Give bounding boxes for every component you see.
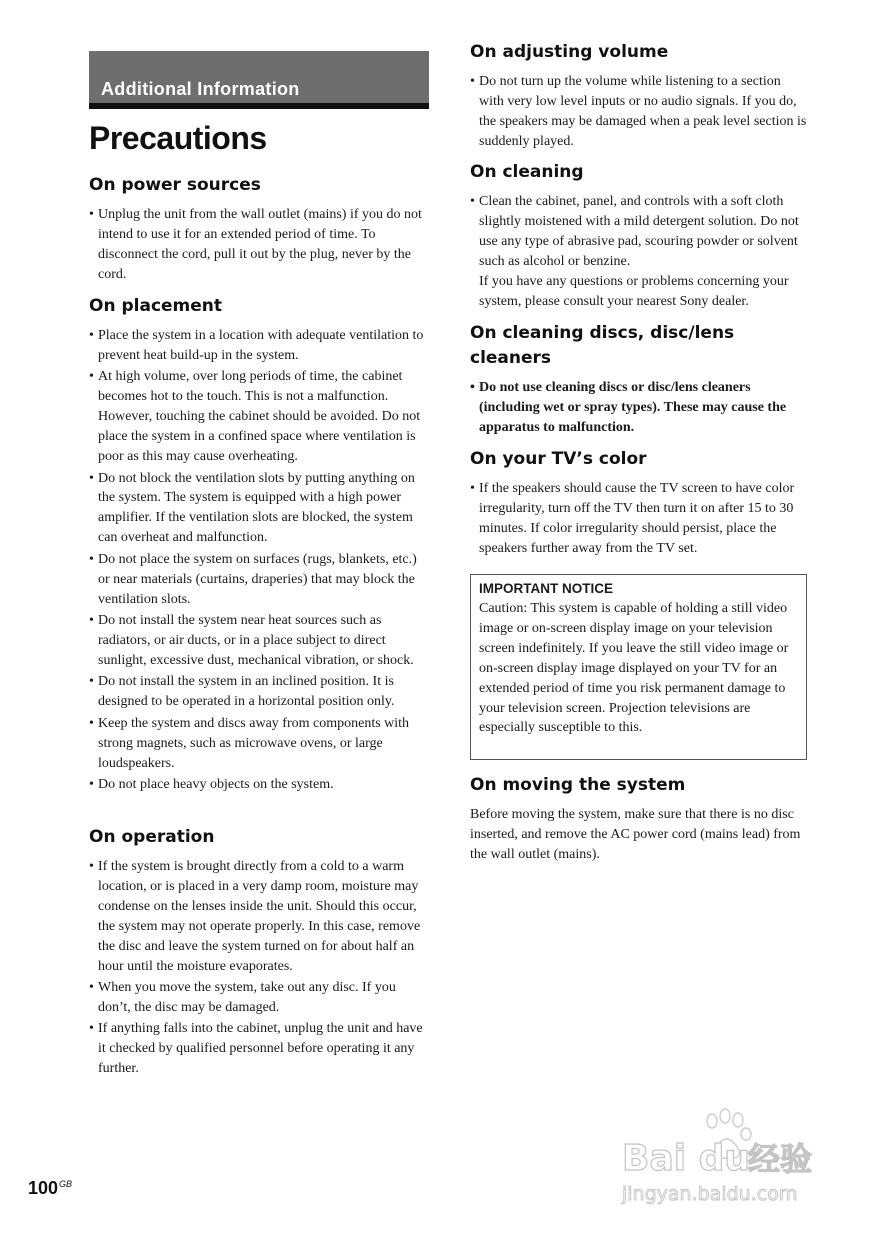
list-tv-color (470, 479, 808, 560)
list-item: • Do not turn up the volume while listening to a section with very low level inputs or no audio signals. If you do, the speakers may be damaged when a peak level section is suddenly played. (470, 72, 808, 152)
moving-system-text: Before moving the system, make sure that there is no disc inserted, and remove the AC power cord (mains lead) from the wall outlet (mains). (470, 807, 801, 862)
heading-power-sources: On power sources (89, 175, 261, 195)
list-item: • Place the system in a location with adequate ventilation to prevent heat build-up in the system. (89, 326, 429, 366)
list-item: • If the system is brought directly from a cold to a warm location, or is placed in a very damp room, moisture may condense on the lenses inside the unit. Should this occur, the system may not operate properly. In this case, remove the disc and leave the system turned on for about half an hour until the moisture evaporates. (89, 857, 429, 976)
list-item: • Do not block the ventilation slots by putting anything on the system. The system is equipped with a high power amplifier. If the ventilation slots are blocked, the system can overheat and malfunction. (89, 469, 429, 549)
section-label: Additional Information (101, 79, 300, 99)
heading-placement: On placement (89, 296, 223, 316)
list-item: • Unplug the unit from the wall outlet (mains) if you do not intend to use it for an extended period of time. To disconnect the cord, pull it out by the plug, never by the cord. (89, 205, 429, 285)
section-banner (89, 51, 429, 109)
list-item: • When you move the system, take out any disc. If you don’t, the disc may be damaged. (89, 978, 429, 1018)
notice-body: Caution: This system is capable of holding a still video image or on-screen display image on your television screen indefinitely. If you leave the still video image or on-screen display image displayed on your TV for an extended period of time you risk permanent damage to your television screen. Projection televisions are especially susceptible to this. (479, 601, 789, 736)
list-operation (89, 857, 429, 1081)
list-item: • If the speakers should cause the TV screen to have color irregularity, turn off the TV then turn it on after 15 to 30 minutes. If color irregularity should persist, place the speakers further away from the TV set. (470, 479, 808, 559)
important-notice-box (470, 574, 807, 760)
list-power-sources (89, 205, 429, 286)
list-item: • Do not place the system on surfaces (rugs, blankets, etc.) or near materials (curtains, draperies) that may block the ventilation slots. (89, 550, 429, 610)
watermark-brand: Bai du (622, 1138, 751, 1179)
page-title: Precautions (89, 120, 267, 156)
list-item: • Do not install the system in an inclined position. It is designed to be operated in a horizontal position only. (89, 672, 429, 712)
watermark-url: jingyan.baidu.com (622, 1183, 798, 1205)
list-item (470, 192, 810, 311)
list-cleaning (470, 192, 810, 313)
heading-operation: On operation (89, 827, 215, 847)
list-item: • Keep the system and discs away from components with strong magnets, such as microwave ovens, or large loudspeakers. (89, 714, 429, 774)
list-placement (89, 326, 429, 797)
cleaning-extra-text: If you have any questions or problems concerning your system, please consult your nearest Sony dealer. (479, 273, 789, 309)
list-item: • Do not use cleaning discs or disc/lens cleaners (including wet or spray types). These may cause the apparatus to malfunction. (470, 378, 808, 438)
heading-cleaning: On cleaning (470, 162, 584, 182)
list-item: • At high volume, over long periods of time, the cabinet becomes hot to the touch. This is not a malfunction. However, touching the cabinet should be avoided. Do not place the system in a confined space where ventilation is poor as this may cause overheating. (89, 367, 429, 467)
notice-title: IMPORTANT NOTICE (479, 581, 613, 596)
heading-moving-system: On moving the system (470, 775, 686, 795)
heading-cleaning-discs: On cleaning discs, disc/lens cleaners (470, 323, 735, 368)
heading-tv-color: On your TV’s color (470, 449, 647, 469)
page-number-value: 100 (28, 1178, 59, 1198)
cleaning-text: Clean the cabinet, panel, and controls with a soft cloth slightly moistened with a mild detergent solution. Do not use any type of abrasive pad, scouring powder or solvent such as alcohol or benzine. (479, 194, 799, 269)
heading-adjusting-volume: On adjusting volume (470, 42, 669, 62)
list-item: • If anything falls into the cabinet, unplug the unit and have it checked by qualified personnel before operating it any further. (89, 1019, 429, 1079)
list-adjusting-volume (470, 72, 808, 153)
page-number (28, 1178, 72, 1199)
list-item: • Do not place heavy objects on the system. (89, 775, 429, 795)
page-number-suffix: GB (59, 1179, 73, 1189)
list-cleaning-discs (470, 378, 808, 439)
list-item: • Do not install the system near heat sources such as radiators, or air ducts, or in a place subject to direct sunlight, excessive dust, mechanical vibration, or shock. (89, 611, 429, 671)
watermark-cn: 经验 (748, 1140, 813, 1178)
baidu-watermark-logo (620, 1108, 830, 1208)
